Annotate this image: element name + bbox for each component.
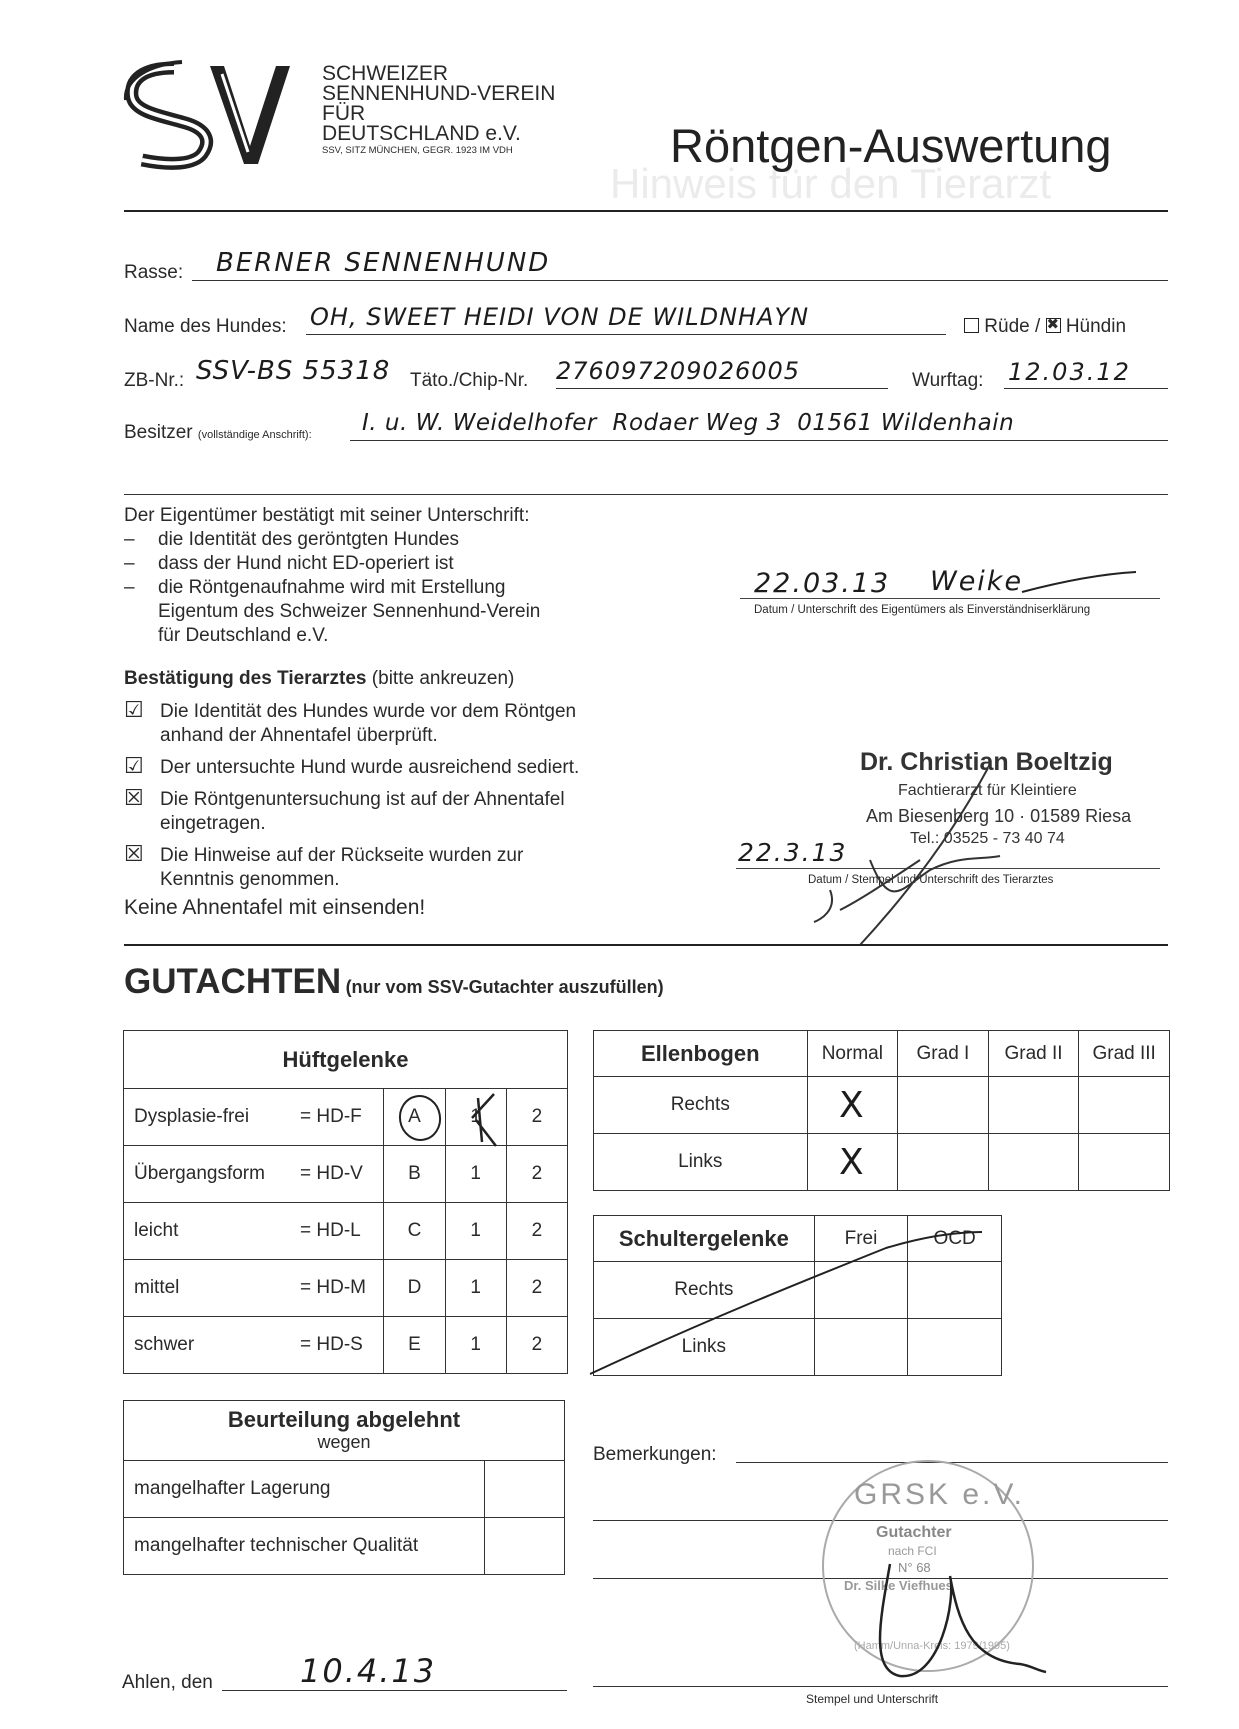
header-rule	[124, 210, 1168, 212]
elbow-cell[interactable]	[1079, 1134, 1170, 1191]
expert-signature	[860, 1560, 1050, 1690]
hip-sub1-cell[interactable]: 1	[445, 1317, 506, 1374]
stamp-text: Gutachter	[876, 1524, 952, 1541]
table-row	[124, 1317, 568, 1374]
rasse-line	[192, 280, 1168, 281]
ssv-logo	[122, 60, 292, 172]
besitzer-value[interactable]: I. u. W. Weidelhofer Rodaer Weg 3 01561 Wildenhain	[362, 410, 1015, 436]
rejected-subtitle: wegen	[317, 1431, 371, 1452]
vet-sign-caption: Datum / Stempel und Unterschrift des Tierarztes	[808, 874, 1054, 886]
hip-sub2-cell[interactable]: 2	[506, 1203, 567, 1260]
stamp-text: Dr. Silke Viefhues	[844, 1578, 953, 1593]
vet-heading-bold: Bestätigung des Tierarztes	[124, 668, 367, 689]
vet-check-item	[124, 753, 580, 788]
elbow-mark-cell[interactable]: X	[807, 1077, 898, 1134]
vet-checklist	[124, 697, 580, 900]
vet-heading	[124, 668, 514, 690]
vet-item-text: Die Röntgenuntersuchung ist auf der Ahnentafel	[160, 789, 565, 810]
elbow-col-header: Grad I	[898, 1031, 989, 1077]
vet-date[interactable]: 22.3.13	[738, 838, 848, 867]
hip-sub2-cell[interactable]: 2	[506, 1260, 567, 1317]
hip-label: mittel	[124, 1260, 291, 1317]
vet-item-text: Der untersuchte Hund wurde ausreichend sediert.	[160, 757, 580, 778]
gutachten-title: GUTACHTEN	[124, 962, 342, 1001]
owner-item	[124, 576, 540, 600]
vet-stamp-phone: Tel.: 03525 - 73 40 74	[910, 830, 1065, 847]
rasse-value[interactable]: BERNER SENNENHUND	[216, 248, 551, 278]
wurftag-value[interactable]: 12.03.12	[1008, 358, 1131, 386]
hip-sub2-cell[interactable]: 2	[506, 1089, 567, 1146]
table-row	[124, 1518, 565, 1575]
owner-sign-caption: Datum / Unterschrift des Eigentümers als Einverständniserklärung	[754, 604, 1091, 616]
hip-code: = HD-V	[290, 1146, 384, 1203]
elbow-cell[interactable]	[1079, 1077, 1170, 1134]
vet-item-text: anhand der Ahnentafel überprüft.	[160, 725, 438, 746]
stamp-org: GRSK e.V.	[854, 1478, 1025, 1511]
wurftag-line	[1004, 388, 1168, 389]
huendin-label: Hündin	[1065, 316, 1127, 337]
hip-code: = HD-F	[290, 1089, 384, 1146]
table-row	[124, 1146, 568, 1203]
besitzer-line	[350, 440, 1168, 441]
shoulder-col-header: Frei	[814, 1216, 908, 1262]
rejected-header-row	[124, 1401, 565, 1461]
ruede-checkbox[interactable]	[964, 318, 979, 333]
vet-item-text: Die Hinweise auf der Rückseite wurden zur	[160, 845, 524, 866]
checkmark-icon[interactable]: ☑	[124, 697, 144, 722]
owner-item-text: Eigentum des Schweizer Sennenhund-Verein	[158, 601, 541, 622]
vet-item-text: eingetragen.	[160, 813, 266, 834]
name-label: Name des Hundes:	[124, 316, 287, 337]
hip-code: = HD-S	[290, 1317, 384, 1374]
owner-date[interactable]: 22.03.13	[754, 568, 891, 599]
chip-value[interactable]: 276097209026005	[556, 357, 801, 385]
hip-label: Übergangsform	[124, 1146, 291, 1203]
chip-label: Täto./Chip-Nr.	[410, 370, 529, 391]
cross-check-icon[interactable]: ☒	[124, 841, 144, 866]
name-line	[306, 334, 946, 335]
owner-item-text: die Identität des geröntgten Hundes	[158, 529, 460, 550]
shoulder-col-header: OCD	[908, 1216, 1002, 1262]
owner-signature[interactable]: Weike	[930, 566, 1024, 597]
hip-code: = HD-M	[290, 1260, 384, 1317]
rejected-checkbox-cell[interactable]	[485, 1461, 565, 1518]
vet-check-item	[124, 841, 579, 900]
owner-item-text: dass der Hund nicht ED-operiert ist	[158, 553, 454, 574]
hip-sub1-cell[interactable]: 1	[445, 1146, 506, 1203]
cross-check-icon[interactable]: ☒	[124, 785, 144, 810]
zb-label: ZB-Nr.:	[124, 370, 185, 391]
besitzer-line-2	[124, 494, 1168, 495]
hip-sub1-cell[interactable]: 1	[445, 1089, 506, 1146]
hip-label: Dysplasie-frei	[124, 1089, 291, 1146]
hip-header-row	[124, 1031, 568, 1089]
stamp-text: nach FCI	[888, 1544, 937, 1558]
elbow-header-row	[594, 1031, 1170, 1077]
gutachten-heading	[124, 962, 664, 1002]
hip-table	[123, 1030, 568, 1374]
table-row	[594, 1077, 1170, 1134]
rejected-table	[123, 1400, 565, 1575]
owner-sign-line	[740, 598, 1160, 599]
owner-intro: Der Eigentümer bestätigt mit seiner Unterschrift:	[124, 505, 530, 526]
rejected-title: Beurteilung abgelehnt	[227, 1406, 461, 1432]
name-value[interactable]: OH, SWEET HEIDI VON DE WILDNHAYN	[310, 303, 810, 331]
org-name	[322, 64, 555, 157]
ghost-text: Hinweis für den Tierarzt	[610, 160, 1052, 207]
wurftag-label: Wurftag:	[912, 370, 984, 391]
elbow-row-label: Rechts	[594, 1077, 808, 1134]
hip-grade-cell[interactable]: D	[384, 1260, 445, 1317]
shoulder-header: Schultergelenke	[594, 1216, 815, 1262]
shoulder-row-label: Rechts	[594, 1262, 815, 1319]
date-line	[222, 1690, 567, 1691]
vet-signature	[810, 760, 1020, 980]
owner-item	[124, 552, 540, 576]
elbow-cell[interactable]	[898, 1134, 989, 1191]
hip-grade-cell[interactable]: B	[384, 1146, 445, 1203]
sex-options	[964, 316, 1126, 338]
table-row	[124, 1203, 568, 1260]
bullet-dash: –	[124, 529, 135, 550]
elbow-cell[interactable]	[988, 1134, 1079, 1191]
owner-item	[124, 528, 540, 552]
vet-stamp-address: Am Biesenberg 10 · 01589 Riesa	[866, 806, 1132, 826]
vet-item-text: Die Identität des Hundes wurde vor dem Röntgen	[160, 701, 577, 722]
vet-stamp-title: Fachtierarzt für Kleintiere	[898, 782, 1077, 799]
rejected-checkbox-cell[interactable]	[485, 1518, 565, 1575]
besitzer-sublabel: (vollständige Anschrift):	[197, 429, 312, 441]
separator: /	[1034, 316, 1041, 337]
elbow-mark-cell[interactable]: X	[807, 1134, 898, 1191]
gutachten-subtitle: (nur vom SSV-Gutachter auszufüllen)	[345, 977, 664, 997]
table-row	[594, 1134, 1170, 1191]
besitzer-label-text: Besitzer	[124, 422, 193, 443]
bullet-dash: –	[124, 577, 135, 598]
section-rule	[124, 944, 1168, 946]
table-row	[124, 1260, 568, 1317]
hip-header: Hüftgelenke	[124, 1031, 568, 1089]
page-title: Röntgen-Auswertung	[670, 119, 1112, 172]
rejected-reason: mangelhafter Lagerung	[124, 1461, 485, 1518]
shoulder-row-label: Links	[594, 1319, 815, 1376]
elbow-col-header: Normal	[807, 1031, 898, 1077]
org-line: DEUTSCHLAND e.V.	[322, 122, 521, 145]
hip-sub1-cell[interactable]: 1	[445, 1203, 506, 1260]
owner-item-text: die Röntgenaufnahme wird mit Erstellung	[158, 577, 506, 598]
vet-stamp-name: Dr. Christian Boeltzig	[860, 748, 1113, 776]
org-subline: SSV, SITZ MÜNCHEN, GEGR. 1923 IM VDH	[322, 145, 513, 156]
vet-heading-rest: (bitte ankreuzen)	[366, 668, 515, 689]
org-line: FÜR	[322, 102, 366, 125]
elbow-col-header: Grad II	[988, 1031, 1079, 1077]
hip-grade-cell[interactable]: E	[384, 1317, 445, 1374]
ruede-label: Rüde	[984, 316, 1030, 337]
rejected-reason: mangelhafter technischer Qualität	[124, 1518, 485, 1575]
vet-check-item	[124, 785, 579, 844]
hip-grade-cell[interactable]: A	[384, 1089, 445, 1146]
hip-sub1-cell[interactable]: 1	[445, 1260, 506, 1317]
stamp-text: N° 68	[898, 1560, 931, 1575]
elbow-row-label: Links	[594, 1134, 808, 1191]
org-line: SCHWEIZER	[322, 62, 448, 85]
huendin-checkbox[interactable]	[1046, 318, 1061, 333]
vet-item-text: Kenntnis genommen.	[160, 869, 340, 890]
signature-stroke	[1020, 568, 1140, 598]
elbow-cell[interactable]	[898, 1077, 989, 1134]
stamp-ring-text: (Hamm/Unna-Kreis: 1979/1995)	[854, 1640, 1010, 1652]
vet-check-item	[124, 697, 579, 756]
rejected-header	[124, 1401, 565, 1461]
elbow-col-header: Grad III	[1079, 1031, 1170, 1077]
hip-label: leicht	[124, 1203, 291, 1260]
hip-label: schwer	[124, 1317, 291, 1374]
hip-code: = HD-L	[290, 1203, 384, 1260]
remarks-sign-caption: Stempel und Unterschrift	[806, 1692, 939, 1706]
remarks-label: Bemerkungen:	[593, 1444, 717, 1465]
owner-item-text: für Deutschland e.V.	[158, 625, 329, 646]
warning-text: Keine Ahnentafel mit einsenden!	[124, 896, 426, 919]
rasse-label: Rasse:	[124, 262, 184, 283]
shoulder-strike	[586, 1220, 1006, 1380]
zb-value[interactable]: SSV-BS 55318	[196, 356, 391, 386]
hip-sub2-cell[interactable]: 2	[506, 1146, 567, 1203]
bullet-dash: –	[124, 553, 135, 574]
besitzer-label	[124, 422, 312, 444]
elbow-cell[interactable]	[988, 1077, 1079, 1134]
chip-line	[556, 388, 888, 389]
elbow-header: Ellenbogen	[594, 1031, 808, 1077]
footer-date[interactable]: 10.4.13	[300, 1652, 437, 1690]
owner-confirmation	[124, 504, 540, 648]
place-label: Ahlen, den	[122, 1672, 213, 1693]
table-row	[124, 1461, 565, 1518]
hip-grade-cell[interactable]: C	[384, 1203, 445, 1260]
elbow-table	[593, 1030, 1170, 1191]
org-line: SENNENHUND-VEREIN	[322, 82, 556, 105]
hip-sub2-cell[interactable]: 2	[506, 1317, 567, 1374]
hip-marks	[392, 1090, 512, 1150]
checkmark-icon[interactable]: ☑	[124, 753, 144, 778]
